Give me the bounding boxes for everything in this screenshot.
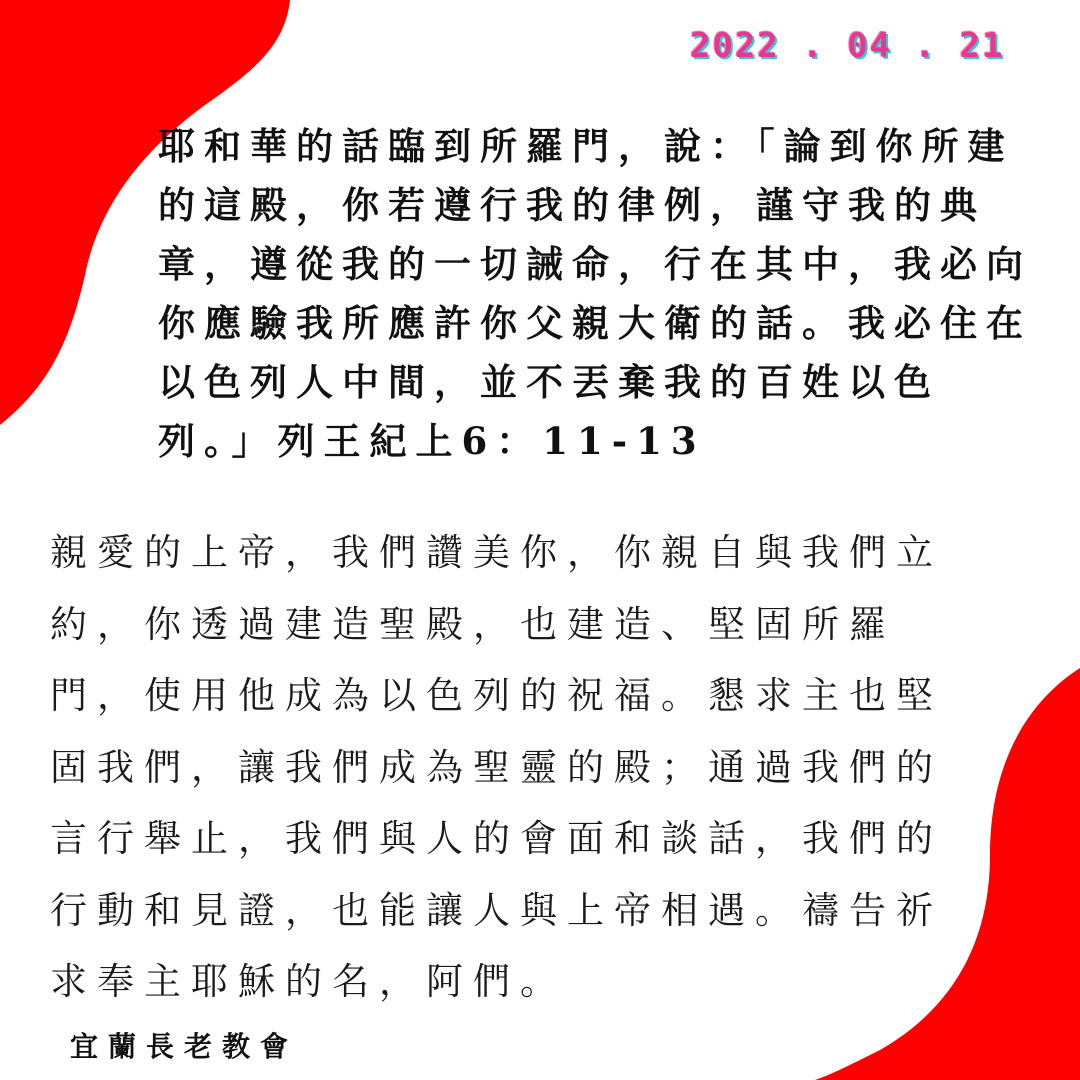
prayer-line: 固我們，讓我們成為聖靈的殿；通過我們的: [50, 745, 943, 789]
verse-line: 以色列人中間，並不丟棄我的百姓以色: [158, 360, 940, 404]
prayer-line: 約，你透過建造聖殿，也建造、堅固所羅: [50, 602, 896, 646]
verse-line: 列。」列王紀上6：11-13: [158, 419, 706, 463]
scripture-verse: [158, 117, 1058, 471]
verse-line: 章，遵從我的一切誡命，行在其中，我必向: [158, 242, 1032, 286]
verse-line: 的這殿，你若遵行我的律例，謹守我的典: [158, 183, 986, 227]
prayer-text: [50, 517, 975, 1018]
prayer-line: 言行舉止，我們與人的會面和談話，我們的: [50, 817, 943, 860]
prayer-line: 求奉主耶穌的名，阿們。: [50, 960, 567, 1003]
verse-line: 耶和華的話臨到所羅門，說：「論到你所建: [158, 124, 1014, 168]
prayer-line: 門，使用他成為以色列的祝福。懇求主也堅: [50, 674, 943, 717]
verse-line: 你應驗我所應許你父親大衛的話。我必住在: [158, 301, 1032, 345]
date-stamp: 2022 . 04 . 21: [690, 26, 1005, 66]
prayer-line: 行動和見證，也能讓人與上帝相遇。禱告祈: [50, 888, 943, 932]
church-name: 宜蘭長老教會: [70, 1030, 299, 1063]
prayer-line: 親愛的上帝，我們讚美你，你親自與我們立: [50, 531, 943, 574]
